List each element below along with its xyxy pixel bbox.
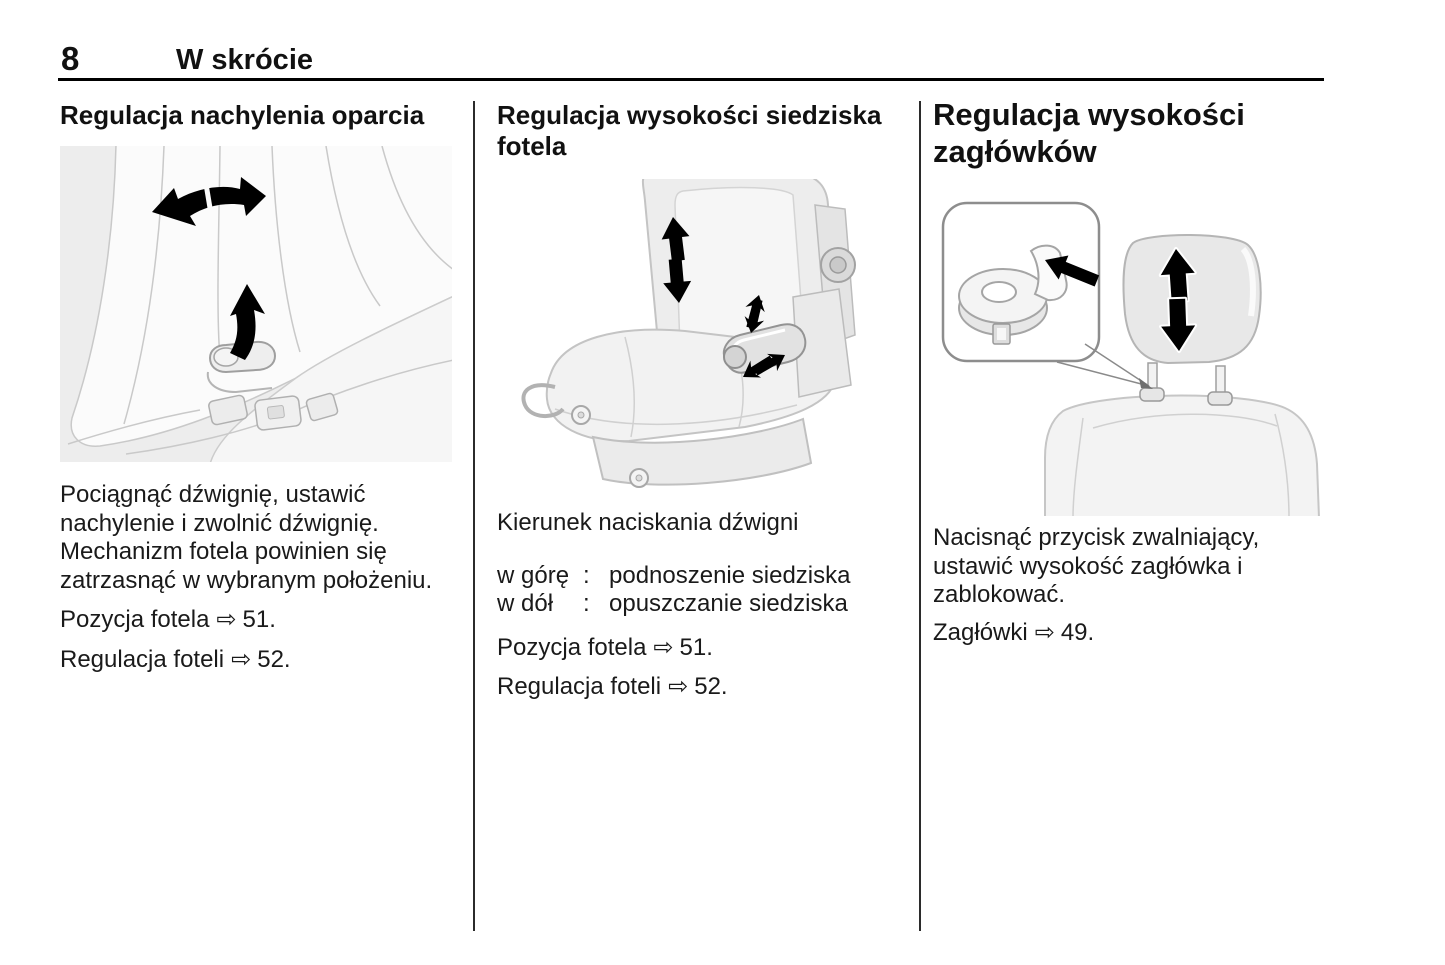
column-seat-height — [497, 100, 889, 702]
section-title: Regulacja wysokości siedziska fotela — [497, 100, 882, 161]
definition-term: w górę — [497, 561, 570, 589]
column-headrest-height — [933, 96, 1325, 647]
seat-backrest-top — [1045, 396, 1319, 516]
reference-page: 52. — [694, 673, 728, 700]
headrest-illustration — [933, 196, 1325, 516]
reference-label: Regulacja foteli — [497, 673, 662, 700]
headrest-drawing — [933, 196, 1325, 516]
reference-arrow-icon: ⇨ — [1034, 618, 1055, 646]
seat-height-drawing — [497, 179, 889, 489]
reference-label: Pozycja fotela — [60, 606, 210, 633]
column-divider — [473, 101, 475, 931]
definition-colon: : — [583, 590, 590, 617]
reference-label: Regulacja foteli — [60, 645, 225, 673]
reference-arrow-icon: ⇨ — [668, 673, 689, 700]
body-paragraph: Nacisnąć przycisk zwalniający, ustawić wysokość zagłówka i zablokować. — [933, 524, 1260, 608]
headrest-cushion — [1124, 235, 1261, 363]
cross-reference — [497, 673, 889, 702]
definition-term: w dół — [497, 590, 554, 617]
seat-recline-illustration — [60, 146, 452, 462]
definition-row — [497, 562, 889, 591]
column-backrest-recline — [60, 100, 452, 674]
reference-page: 49. — [1060, 618, 1095, 646]
page-number: 8 — [61, 40, 80, 77]
reference-label: Pozycja fotela — [497, 633, 647, 661]
reference-page: 51. — [242, 606, 276, 633]
reference-page: 51. — [679, 633, 713, 661]
direction-definition-list — [497, 562, 889, 619]
reference-arrow-icon: ⇨ — [231, 645, 252, 673]
body-paragraph: Pociągnąć dźwignię, ustawić nachylenie i zwolnić dźwignię. Mechanizm fotela powinien się zatrzasnąć w wybranym położeniu. — [60, 481, 433, 594]
reference-arrow-icon: ⇨ — [653, 633, 674, 661]
running-head-title: W skrócie — [176, 44, 313, 76]
cross-reference — [933, 619, 1325, 648]
seat-height-illustration — [497, 179, 889, 489]
release-button-callout — [943, 203, 1102, 361]
reference-page: 52. — [257, 645, 291, 673]
header-rule — [58, 78, 1324, 81]
definition-colon: : — [583, 561, 590, 589]
seat-recline-drawing — [60, 146, 452, 462]
reference-arrow-icon: ⇨ — [216, 606, 237, 633]
lead-line: Kierunek naciskania dźwigni — [497, 509, 799, 536]
section-title: Regulacja wysokości zagłówków — [933, 97, 1245, 169]
column-divider — [919, 101, 921, 931]
definition-row — [497, 590, 889, 619]
definition-description: podnoszenie siedziska — [609, 561, 851, 589]
reference-label: Zagłówki — [933, 618, 1028, 646]
definition-description: opuszczanie siedziska — [609, 590, 848, 617]
cross-reference — [60, 646, 452, 675]
section-title: Regulacja nachylenia oparcia — [60, 100, 425, 130]
cross-reference — [60, 606, 452, 635]
cross-reference — [497, 634, 889, 663]
